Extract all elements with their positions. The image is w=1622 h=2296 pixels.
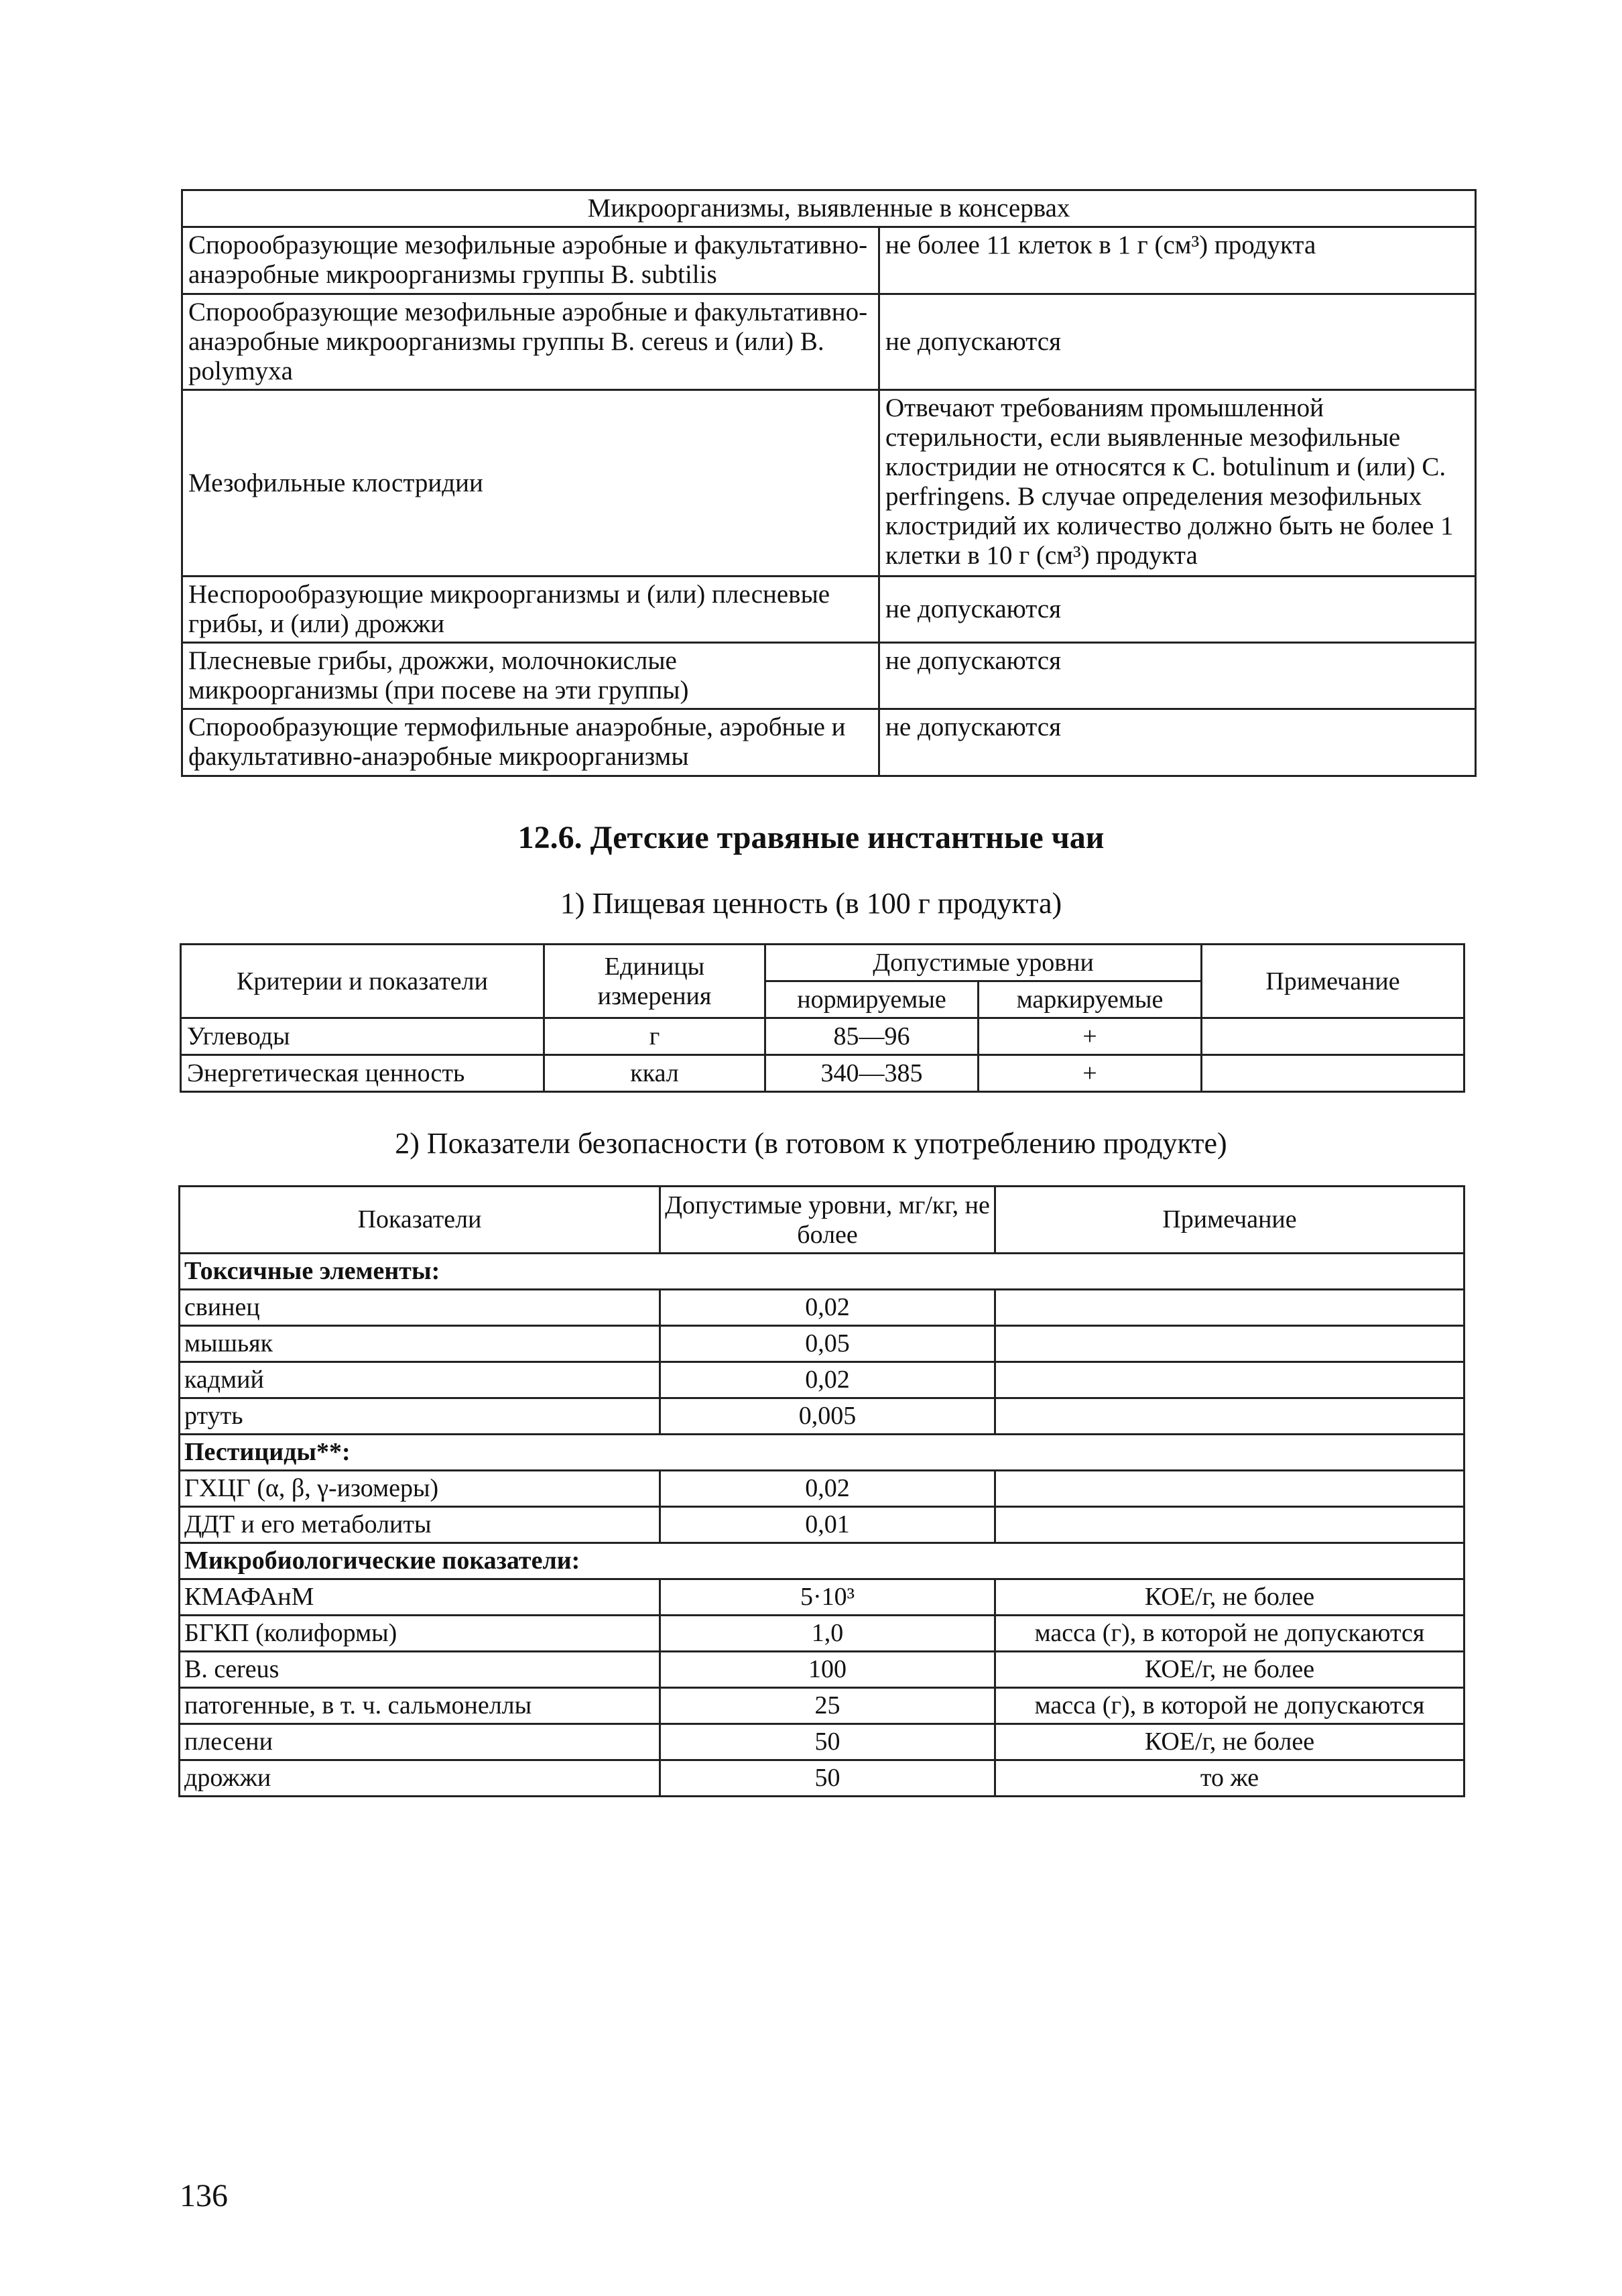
normed-header: нормируемые bbox=[765, 981, 979, 1018]
indicator-name: B. cereus bbox=[180, 1652, 660, 1688]
section-title: 12.6. Детские травяные инстантные чаи bbox=[517, 820, 1105, 855]
microbe-limit: не допускаются bbox=[879, 709, 1476, 776]
group-title-pesticides: Пестициды**: bbox=[180, 1435, 1464, 1471]
nutrient-unit: ккал bbox=[544, 1055, 765, 1092]
table-row bbox=[182, 709, 1476, 776]
microbe-limit: Отвечают требованиям промышленной стерильности, если выявленные мезофильные клостридии не относятся к C. botulinum и (или) C. perfringens. В случае определения мезофильных клостридий их количество должно быть не более 1 клетки в 10 г (см³) продукта bbox=[879, 390, 1476, 577]
nutrition-table bbox=[180, 943, 1465, 1093]
table-row bbox=[182, 227, 1476, 294]
table-row bbox=[182, 577, 1476, 643]
group-row bbox=[180, 1543, 1464, 1579]
indicator-value: 0,02 bbox=[660, 1362, 995, 1398]
indicator-note: масса (г), в которой не допускаются bbox=[995, 1616, 1464, 1652]
marked-header: маркируемые bbox=[979, 981, 1202, 1018]
microbe-name: Спорообразующие термофильные анаэробные, аэробные и факультативно-анаэробные микроорганизмы bbox=[182, 709, 879, 776]
table-row bbox=[180, 1471, 1464, 1507]
table-row bbox=[180, 1362, 1464, 1398]
table-row bbox=[180, 1616, 1464, 1652]
nutrient-normed: 85—96 bbox=[765, 1018, 979, 1055]
indicator-value: 50 bbox=[660, 1724, 995, 1760]
page-number: 136 bbox=[180, 2178, 228, 2214]
table-row bbox=[180, 1760, 1464, 1797]
indicator-note: КОЕ/г, не более bbox=[995, 1579, 1464, 1616]
nutrient-marked: + bbox=[979, 1055, 1202, 1092]
units-header: Единицы измерения bbox=[544, 945, 765, 1018]
microbe-limit: не допускаются bbox=[879, 294, 1476, 390]
note-header: Примечание bbox=[1202, 945, 1464, 1018]
indicator-note: КОЕ/г, не более bbox=[995, 1652, 1464, 1688]
microbe-name: Мезофильные клостридии bbox=[182, 390, 879, 577]
table-row bbox=[180, 1326, 1464, 1362]
indicator-name: патогенные, в т. ч. сальмонеллы bbox=[180, 1688, 660, 1724]
indicator-note bbox=[995, 1326, 1464, 1362]
microbe-limit: не более 11 клеток в 1 г (см³) продукта bbox=[879, 227, 1476, 294]
safety-table bbox=[178, 1185, 1465, 1797]
table-header-row bbox=[182, 190, 1476, 227]
table-row bbox=[180, 1652, 1464, 1688]
indicator-name: БГКП (колиформы) bbox=[180, 1616, 660, 1652]
indicator-note bbox=[995, 1362, 1464, 1398]
indicator-note: масса (г), в которой не допускаются bbox=[995, 1688, 1464, 1724]
table-row bbox=[180, 1507, 1464, 1543]
levels-header: Допустимые уровни bbox=[765, 945, 1202, 981]
indicator-value: 100 bbox=[660, 1652, 995, 1688]
safety-subtitle: 2) Показатели безопасности (в готовом к употреблению продукте) bbox=[395, 1127, 1227, 1160]
indicator-name: свинец bbox=[180, 1290, 660, 1326]
indicator-value: 5·10³ bbox=[660, 1579, 995, 1616]
table-header-row bbox=[181, 945, 1464, 981]
note-header: Примечание bbox=[995, 1187, 1464, 1254]
group-row bbox=[180, 1254, 1464, 1290]
indicator-note: КОЕ/г, не более bbox=[995, 1724, 1464, 1760]
nutrient-normed: 340—385 bbox=[765, 1055, 979, 1092]
indicator-note: то же bbox=[995, 1760, 1464, 1797]
table-row bbox=[181, 1055, 1464, 1092]
nutrient-unit: г bbox=[544, 1018, 765, 1055]
nutrient-name: Энергетическая ценность bbox=[181, 1055, 544, 1092]
indicator-name: ртуть bbox=[180, 1398, 660, 1435]
nutrition-subtitle: 1) Пищевая ценность (в 100 г продукта) bbox=[560, 887, 1062, 920]
indicator-note bbox=[995, 1471, 1464, 1507]
indicator-value: 1,0 bbox=[660, 1616, 995, 1652]
table-row bbox=[182, 643, 1476, 709]
nutrient-note bbox=[1202, 1055, 1464, 1092]
microbe-name: Спорообразующие мезофильные аэробные и факультативно-анаэробные микроорганизмы группы B. cereus и (или) B. polymyxa bbox=[182, 294, 879, 390]
criteria-header: Критерии и показатели bbox=[181, 945, 544, 1018]
group-row bbox=[180, 1435, 1464, 1471]
indicator-value: 0,005 bbox=[660, 1398, 995, 1435]
indicator-note bbox=[995, 1398, 1464, 1435]
table-row bbox=[180, 1398, 1464, 1435]
table-row bbox=[180, 1724, 1464, 1760]
indicator-note bbox=[995, 1290, 1464, 1326]
microbes-table-header: Микроорганизмы, выявленные в консервах bbox=[182, 190, 1476, 227]
indicator-name: кадмий bbox=[180, 1362, 660, 1398]
table-row bbox=[180, 1579, 1464, 1616]
indicator-value: 0,05 bbox=[660, 1326, 995, 1362]
microbes-table bbox=[181, 189, 1477, 777]
table-row bbox=[180, 1290, 1464, 1326]
table-row bbox=[181, 1018, 1464, 1055]
microbe-name: Неспорообразующие микроорганизмы и (или) плесневые грибы, и (или) дрожжи bbox=[182, 577, 879, 643]
table-row bbox=[180, 1688, 1464, 1724]
indicator-value: 0,02 bbox=[660, 1471, 995, 1507]
nutrient-name: Углеводы bbox=[181, 1018, 544, 1055]
nutrient-marked: + bbox=[979, 1018, 1202, 1055]
indicator-note bbox=[995, 1507, 1464, 1543]
table-header-row bbox=[180, 1187, 1464, 1254]
indicator-name: плесени bbox=[180, 1724, 660, 1760]
microbe-limit: не допускаются bbox=[879, 643, 1476, 709]
indicator-name: КМАФАнМ bbox=[180, 1579, 660, 1616]
table-row bbox=[182, 390, 1476, 577]
indicator-value: 50 bbox=[660, 1760, 995, 1797]
nutrient-note bbox=[1202, 1018, 1464, 1055]
levels-header: Допустимые уровни, мг/кг, не более bbox=[660, 1187, 995, 1254]
indicator-name: мышьяк bbox=[180, 1326, 660, 1362]
indicator-name: дрожжи bbox=[180, 1760, 660, 1797]
indicator-value: 25 bbox=[660, 1688, 995, 1724]
indicator-value: 0,01 bbox=[660, 1507, 995, 1543]
microbe-name: Спорообразующие мезофильные аэробные и факультативно-анаэробные микроорганизмы группы B. subtilis bbox=[182, 227, 879, 294]
microbe-limit: не допускаются bbox=[879, 577, 1476, 643]
indicator-value: 0,02 bbox=[660, 1290, 995, 1326]
indicator-name: ДДТ и его метаболиты bbox=[180, 1507, 660, 1543]
indicators-header: Показатели bbox=[180, 1187, 660, 1254]
microbe-name: Плесневые грибы, дрожжи, молочнокислые микроорганизмы (при посеве на эти группы) bbox=[182, 643, 879, 709]
group-title-microbiological: Микробиологические показатели: bbox=[180, 1543, 1464, 1579]
table-row bbox=[182, 294, 1476, 390]
group-title-toxic: Токсичные элементы: bbox=[180, 1254, 1464, 1290]
indicator-name: ГХЦГ (α, β, γ-изомеры) bbox=[180, 1471, 660, 1507]
